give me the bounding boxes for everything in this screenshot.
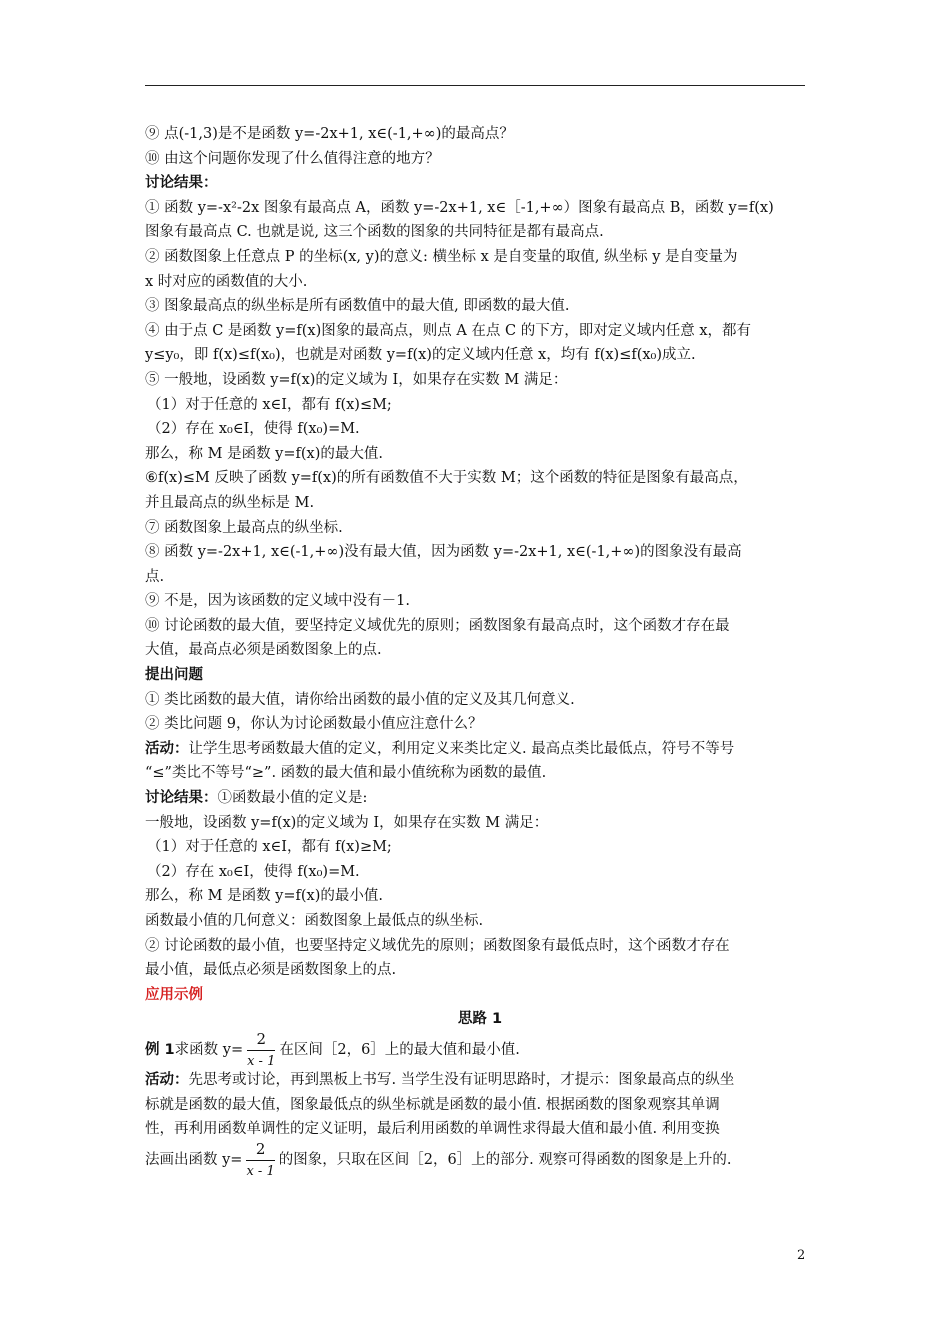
discussion-line: ① 函数 y=-x²-2x 图象有最高点 A，函数 y=-2x+1, x∈［-1,+∞）图象有最高点 B，函数 y=f(x) xyxy=(145,199,774,216)
discussion-line: ⑤ 一般地，设函数 y=f(x)的定义域为 I，如果存在实数 M 满足： xyxy=(145,371,568,388)
discussion2-line: ② 讨论函数的最小值，也要坚持定义域优先的原则；函数图象有最低点时，这个函数才存在 xyxy=(145,937,730,954)
discussion-line: ⑦ 函数图象上最高点的纵坐标. xyxy=(145,519,343,536)
discussion-heading: 讨论结果： xyxy=(145,175,218,192)
questions-heading: 提出问题 xyxy=(145,667,203,684)
discussion2-line: 最小值，最低点必须是函数图象上的点. xyxy=(145,962,397,979)
document-body xyxy=(145,122,815,1178)
discussion-line: ⑥f(x)≤M 反映了函数 y=f(x)的所有函数值不大于实数 M；这个函数的特征是图象有最高点， xyxy=(145,470,748,487)
activity-text: 让学生思考函数最大值的定义，利用定义来类比定义. 最高点类比最低点，符号不等号 xyxy=(188,740,735,757)
discussion-line: 大值，最高点必须是函数图象上的点. xyxy=(145,642,382,659)
discussion2-line: （2）存在 x₀∈I，使得 f(x₀)=M. xyxy=(147,863,360,880)
discussion-line: ④ 由于点 C 是函数 y=f(x)图象的最高点，则点 A 在点 C 的下方，即对定义域内任意 x，都有 xyxy=(145,322,752,339)
discussion2-line: 那么，称 M 是函数 y=f(x)的最小值. xyxy=(145,888,383,905)
discussion-line: ⑧ 函数 y=-2x+1, x∈(-1,+∞)没有最大值，因为函数 y=-2x+1, x∈(-1,+∞)的图象没有最高 xyxy=(145,544,742,561)
discussion-line: ⑨ 不是，因为该函数的定义域中没有－1. xyxy=(145,593,410,610)
example-1 xyxy=(145,1029,815,1069)
activity2-label: 活动： xyxy=(145,1071,189,1088)
activity-paragraph xyxy=(145,737,815,762)
activity-label: 活动： xyxy=(145,740,189,757)
discussion-line: ③ 图象最高点的纵坐标是所有函数值中的最大值, 即函数的最大值. xyxy=(145,298,570,315)
question-line: ② 类比问题 9，你认为讨论函数最小值应注意什么？ xyxy=(145,716,483,733)
discussion2-line: （1）对于任意的 x∈I，都有 f(x)≥M; xyxy=(147,839,392,856)
discussion-line: 并且最高点的纵坐标是 M. xyxy=(145,494,315,511)
question-10: ⑩ 由这个问题你发现了什么值得注意的地方？ xyxy=(145,150,440,167)
fraction xyxy=(246,1139,275,1179)
idea-heading: 思路 1 xyxy=(457,1011,503,1028)
example-label: 例 1 xyxy=(145,1041,175,1058)
fraction-numerator: 2 xyxy=(246,1142,274,1161)
discussion-line: ② 函数图象上任意点 P 的坐标(x, y)的意义: 横坐标 x 是自变量的取值, 纵坐标 y 是自变量为 xyxy=(145,248,738,265)
example-text-after: 在区间［2，6］上的最大值和最小值. xyxy=(279,1041,520,1058)
discussion2-line: 一般地，设函数 y=f(x)的定义域为 I，如果存在实数 M 满足： xyxy=(145,814,549,831)
fraction-numerator: 2 xyxy=(247,1032,275,1051)
fraction xyxy=(247,1029,276,1069)
application-heading: 应用示例 xyxy=(145,986,203,1003)
discussion-line: （2）存在 x₀∈I，使得 f(x₀)=M. xyxy=(147,421,360,438)
question-9: ⑨ 点(-1,3)是不是函数 y=-2x+1, x∈(-1,+∞)的最高点？ xyxy=(145,126,514,142)
discussion2-line: 函数最小值的几何意义：函数图象上最低点的纵坐标. xyxy=(145,913,484,929)
header-rule xyxy=(145,85,805,86)
discussion2-text: ①函数最小值的定义是: xyxy=(217,790,368,807)
discussion2-paragraph xyxy=(145,786,815,811)
activity2-line: 性，再利用函数单调性的定义证明，最后利用函数的单调性求得最大值和最小值. 利用变换 xyxy=(145,1121,720,1138)
activity-line: “≤”类比不等号“≥”. 函数的最大值和最小值统称为函数的最值. xyxy=(145,765,547,782)
activity2-paragraph xyxy=(145,1068,815,1093)
discussion-line: （1）对于任意的 x∈I，都有 f(x)≤M; xyxy=(147,396,392,413)
activity2-line-with-fraction xyxy=(145,1139,815,1179)
activity2-line: 标就是函数的最大值，图象最低点的纵坐标就是函数的最小值. 根据函数的图象观察其单调 xyxy=(145,1096,720,1113)
activity2-text: 先思考或讨论，再到黑板上书写. 当学生没有证明思路时，才提示：图象最高点的纵坐 xyxy=(188,1071,735,1088)
fraction-denominator: x - 1 xyxy=(247,1053,276,1069)
example-text-before: 求函数 y= xyxy=(174,1041,244,1058)
question-line: ① 类比函数的最大值，请你给出函数的最小值的定义及其几何意义. xyxy=(145,691,575,708)
activity2-text-after: 的图象，只取在区间［2，6］上的部分. 观察可得函数的图象是上升的. xyxy=(278,1151,732,1168)
discussion-line: ⑩ 讨论函数的最大值，要坚持定义域优先的原则；函数图象有最高点时，这个函数才存在最 xyxy=(145,617,730,634)
discussion-line: 图象有最高点 C. 也就是说, 这三个函数的图象的共同特征是都有最高点. xyxy=(145,224,604,241)
discussion-line: x 时对应的函数值的大小. xyxy=(145,273,308,290)
page-number: 2 xyxy=(797,1248,806,1263)
discussion-line: y≤y₀，即 f(x)≤f(x₀)，也就是对函数 y=f(x)的定义域内任意 x，均有 f(x)≤f(x₀)成立. xyxy=(145,347,696,364)
fraction-denominator: x - 1 xyxy=(246,1163,275,1179)
activity2-text-before: 法画出函数 y= xyxy=(145,1151,243,1168)
discussion2-label: 讨论结果： xyxy=(145,790,218,807)
discussion-line: 那么，称 M 是函数 y=f(x)的最大值. xyxy=(145,445,383,462)
discussion-line: 点. xyxy=(145,568,165,585)
